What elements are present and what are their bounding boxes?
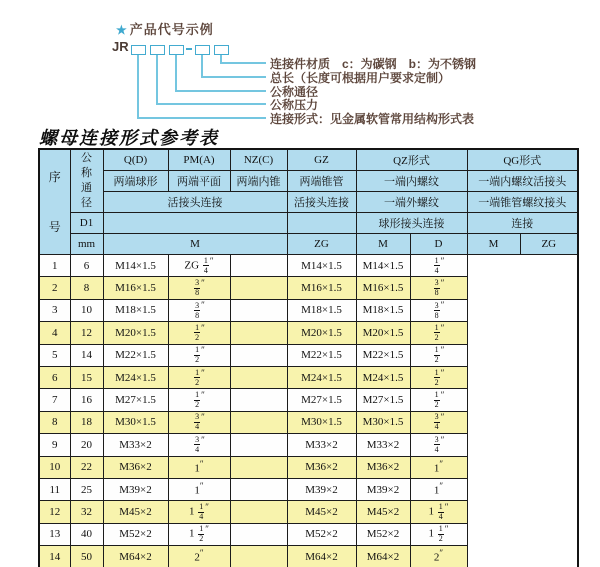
cell-thread-m: M52×2 (103, 523, 168, 545)
label-nominal-pressure: 公称压力 (270, 98, 319, 112)
cell-qg-m: M20×1.5 (356, 322, 410, 344)
connector-line (201, 76, 266, 78)
cell-dn: 18 (70, 411, 103, 433)
header-empty-qpn (103, 213, 287, 234)
cell-serial: 13 (39, 523, 70, 545)
header-desc-inner-cone: 两端内锥 (230, 171, 287, 192)
cell-serial: 6 (39, 366, 70, 388)
cell-thread-m: M33×2 (103, 434, 168, 456)
diagram-title (116, 19, 214, 38)
code-dash (186, 48, 192, 50)
cell-qg-m: M24×1.5 (356, 366, 410, 388)
connector-line (156, 103, 266, 105)
cell-serial: 7 (39, 389, 70, 411)
cell-qz-m (230, 546, 287, 567)
connector-line (220, 55, 222, 62)
table-title: 螺母连接形式参考表 (39, 128, 219, 149)
cell-serial: 3 (39, 299, 70, 321)
table-row (39, 389, 578, 411)
cell-qz-m (230, 299, 287, 321)
header-empty-gz (287, 213, 356, 234)
cell-zg: $\frac{1}{2}$ ″ (168, 344, 230, 366)
header-desc-inner-thread-union: 一端内螺纹活接头 (467, 171, 578, 192)
cell-qz-m (230, 255, 287, 277)
cell-serial: 8 (39, 411, 70, 433)
cell-thread-m: M30×1.5 (103, 411, 168, 433)
code-box-3 (169, 45, 184, 55)
connector-line (220, 62, 266, 64)
header-serial: 序号 (39, 149, 70, 255)
table-row (39, 299, 578, 321)
cell-qg-zg: $\frac{3}{8}$ ″ (410, 277, 467, 299)
table-row (39, 501, 578, 523)
header-desc-ball-joint-conn: 球形接头连接 (356, 213, 467, 234)
header-desc-outer-thread: 一端外螺纹 (356, 192, 467, 213)
cell-serial: 1 (39, 255, 70, 277)
cell-qg-m: M39×2 (356, 478, 410, 500)
cell-dn: 14 (70, 344, 103, 366)
header-unit-zg-qg: ZG (520, 234, 578, 255)
table-row (39, 277, 578, 299)
header-code-qz: QZ形式 (356, 149, 467, 171)
header-desc-inner-thread: 一端内螺纹 (356, 171, 467, 192)
cell-qg-m: M30×1.5 (356, 411, 410, 433)
label-nominal-diameter: 公称通径 (270, 85, 319, 99)
cell-qz-d: M22×1.5 (287, 344, 356, 366)
cell-qz-d: M45×2 (287, 501, 356, 523)
star-icon: ★ (116, 23, 128, 37)
cell-qg-m: M16×1.5 (356, 277, 410, 299)
cell-zg: 1 $\frac{1}{2}$ ″ (168, 523, 230, 545)
cell-dn: 15 (70, 366, 103, 388)
header-desc-taper-pipe: 两端锥管 (287, 171, 356, 192)
cell-thread-m: M39×2 (103, 478, 168, 500)
header-d1: D1 (70, 213, 103, 234)
cell-dn: 16 (70, 389, 103, 411)
cell-qz-m (230, 434, 287, 456)
connector-line (175, 55, 177, 90)
cell-dn: 20 (70, 434, 103, 456)
cell-qz-d: M27×1.5 (287, 389, 356, 411)
cell-qg-m: M14×1.5 (356, 255, 410, 277)
cell-thread-m: M45×2 (103, 501, 168, 523)
cell-qg-m: M45×2 (356, 501, 410, 523)
table-row (39, 546, 578, 567)
header-desc-flat-ends: 两端平面 (168, 171, 230, 192)
cell-dn: 22 (70, 456, 103, 478)
header-dn: 公称通径 (70, 149, 103, 213)
cell-thread-m: M20×1.5 (103, 322, 168, 344)
cell-qg-zg: 1″ (410, 478, 467, 500)
cell-qg-zg: 1″ (410, 456, 467, 478)
header-unit-m-qpn: M (103, 234, 287, 255)
cell-qg-zg: 2″ (410, 546, 467, 567)
cell-serial: 12 (39, 501, 70, 523)
cell-qg-zg: $\frac{3}{4}$ ″ (410, 434, 467, 456)
cell-qz-d: M36×2 (287, 456, 356, 478)
header-code-qg: QG形式 (467, 149, 578, 171)
cell-zg: $\frac{1}{2}$ ″ (168, 322, 230, 344)
cell-qz-d: M30×1.5 (287, 411, 356, 433)
table-row (39, 434, 578, 456)
cell-serial: 4 (39, 322, 70, 344)
cell-qg-zg: $\frac{3}{4}$ ″ (410, 411, 467, 433)
cell-serial: 14 (39, 546, 70, 567)
cell-qz-m (230, 322, 287, 344)
cell-dn: 50 (70, 546, 103, 567)
cell-zg: $\frac{3}{4}$ ″ (168, 434, 230, 456)
cell-qz-m (230, 277, 287, 299)
cell-qz-m (230, 523, 287, 545)
cell-qg-zg: $\frac{1}{2}$ ″ (410, 366, 467, 388)
cell-dn: 8 (70, 277, 103, 299)
code-box-2 (150, 45, 165, 55)
product-prefix: JR (112, 39, 129, 54)
cell-qz-d: M64×2 (287, 546, 356, 567)
cell-zg: 2″ (168, 546, 230, 567)
cell-qz-m (230, 389, 287, 411)
cell-qg-m: M33×2 (356, 434, 410, 456)
cell-zg: $\frac{3}{8}$ ″ (168, 299, 230, 321)
cell-serial: 5 (39, 344, 70, 366)
cell-qg-zg: $\frac{1}{2}$ ″ (410, 389, 467, 411)
cell-qg-m: M64×2 (356, 546, 410, 567)
cell-qz-d: M20×1.5 (287, 322, 356, 344)
header-desc-conn: 连接 (467, 213, 578, 234)
cell-dn: 25 (70, 478, 103, 500)
cell-qg-zg: $\frac{1}{2}$ ″ (410, 344, 467, 366)
cell-qg-m: M18×1.5 (356, 299, 410, 321)
header-desc-taper-thread-joint: 一端锥管螺纹接头 (467, 192, 578, 213)
header-unit-zg-gz: ZG (287, 234, 356, 255)
cell-qg-m: M22×1.5 (356, 344, 410, 366)
cell-dn: 6 (70, 255, 103, 277)
cell-qz-m (230, 344, 287, 366)
cell-qz-d: M16×1.5 (287, 277, 356, 299)
cell-serial: 9 (39, 434, 70, 456)
cell-qz-d: M33×2 (287, 434, 356, 456)
header-code-nzc: NZ(C) (230, 149, 287, 171)
connector-line (137, 117, 266, 119)
table-row (39, 411, 578, 433)
cell-qg-zg: $\frac{1}{4}$ ″ (410, 255, 467, 277)
cell-qz-m (230, 366, 287, 388)
cell-qg-zg: $\frac{3}{8}$ ″ (410, 299, 467, 321)
cell-qz-m (230, 478, 287, 500)
cell-zg: $\frac{3}{8}$ ″ (168, 277, 230, 299)
cell-thread-m: M14×1.5 (103, 255, 168, 277)
header-desc-ball-ends: 两端球形 (103, 171, 168, 192)
cell-serial: 11 (39, 478, 70, 500)
table-row (39, 366, 578, 388)
cell-zg: $\frac{1}{2}$ ″ (168, 366, 230, 388)
header-unit-d-qz: D (410, 234, 467, 255)
cell-qz-m (230, 456, 287, 478)
cell-qg-m: M36×2 (356, 456, 410, 478)
header-code-qd: Q(D) (103, 149, 168, 171)
table-row (39, 322, 578, 344)
connector-line (175, 90, 266, 92)
table-row (39, 456, 578, 478)
header-desc-union-conn-gz: 活接头连接 (287, 192, 356, 213)
connector-line (201, 55, 203, 76)
cell-dn: 12 (70, 322, 103, 344)
code-box-4 (195, 45, 210, 55)
cell-qz-d: M18×1.5 (287, 299, 356, 321)
cell-dn: 10 (70, 299, 103, 321)
connector-line (137, 55, 139, 117)
cell-qz-d: M24×1.5 (287, 366, 356, 388)
cell-zg: $\frac{1}{2}$ ″ (168, 389, 230, 411)
label-total-length: 总长（长度可根据用户要求定制） (270, 71, 451, 85)
nut-connection-table (38, 148, 579, 567)
cell-thread-m: M64×2 (103, 546, 168, 567)
header-unit-m-qg: M (467, 234, 520, 255)
cell-zg: $\frac{3}{4}$ ″ (168, 411, 230, 433)
cell-serial: 10 (39, 456, 70, 478)
code-box-1 (131, 45, 146, 55)
table-row (39, 523, 578, 545)
cell-qz-d: M14×1.5 (287, 255, 356, 277)
cell-thread-m: M16×1.5 (103, 277, 168, 299)
cell-qz-d: M52×2 (287, 523, 356, 545)
cell-zg: 1″ (168, 478, 230, 500)
cell-qg-zg: 1 $\frac{1}{4}$ ″ (410, 501, 467, 523)
cell-thread-m: M24×1.5 (103, 366, 168, 388)
cell-serial: 2 (39, 277, 70, 299)
cell-thread-m: M27×1.5 (103, 389, 168, 411)
table-row (39, 478, 578, 500)
cell-qg-zg: 1 $\frac{1}{2}$ ″ (410, 523, 467, 545)
table-row (39, 344, 578, 366)
diagram-title-text: 产品代号示例 (129, 22, 214, 37)
cell-qg-m: M27×1.5 (356, 389, 410, 411)
cell-qz-m (230, 501, 287, 523)
header-code-pma: PM(A) (168, 149, 230, 171)
cell-thread-m: M36×2 (103, 456, 168, 478)
header-desc-union-conn-qpn: 活接头连接 (103, 192, 287, 213)
label-material: 连接件材质 c：为碳钢 b：为不锈钢 (270, 57, 477, 71)
cell-qg-zg: $\frac{1}{2}$ ″ (410, 322, 467, 344)
header-code-gz: GZ (287, 149, 356, 171)
cell-zg: ZG $\frac{1}{4}$ ″ (168, 255, 230, 277)
cell-qg-m: M52×2 (356, 523, 410, 545)
cell-thread-m: M18×1.5 (103, 299, 168, 321)
header-mm: mm (70, 234, 103, 255)
label-connection-form: 连接形式：见金属软管常用结构形式表 (270, 112, 475, 126)
cell-zg: 1″ (168, 456, 230, 478)
connector-line (156, 55, 158, 103)
cell-qz-d: M39×2 (287, 478, 356, 500)
cell-zg: 1 $\frac{1}{4}$ ″ (168, 501, 230, 523)
cell-dn: 32 (70, 501, 103, 523)
cell-qz-m (230, 411, 287, 433)
cell-dn: 40 (70, 523, 103, 545)
code-box-5 (214, 45, 229, 55)
cell-thread-m: M22×1.5 (103, 344, 168, 366)
header-unit-m-qz: M (356, 234, 410, 255)
table-row (39, 255, 578, 277)
